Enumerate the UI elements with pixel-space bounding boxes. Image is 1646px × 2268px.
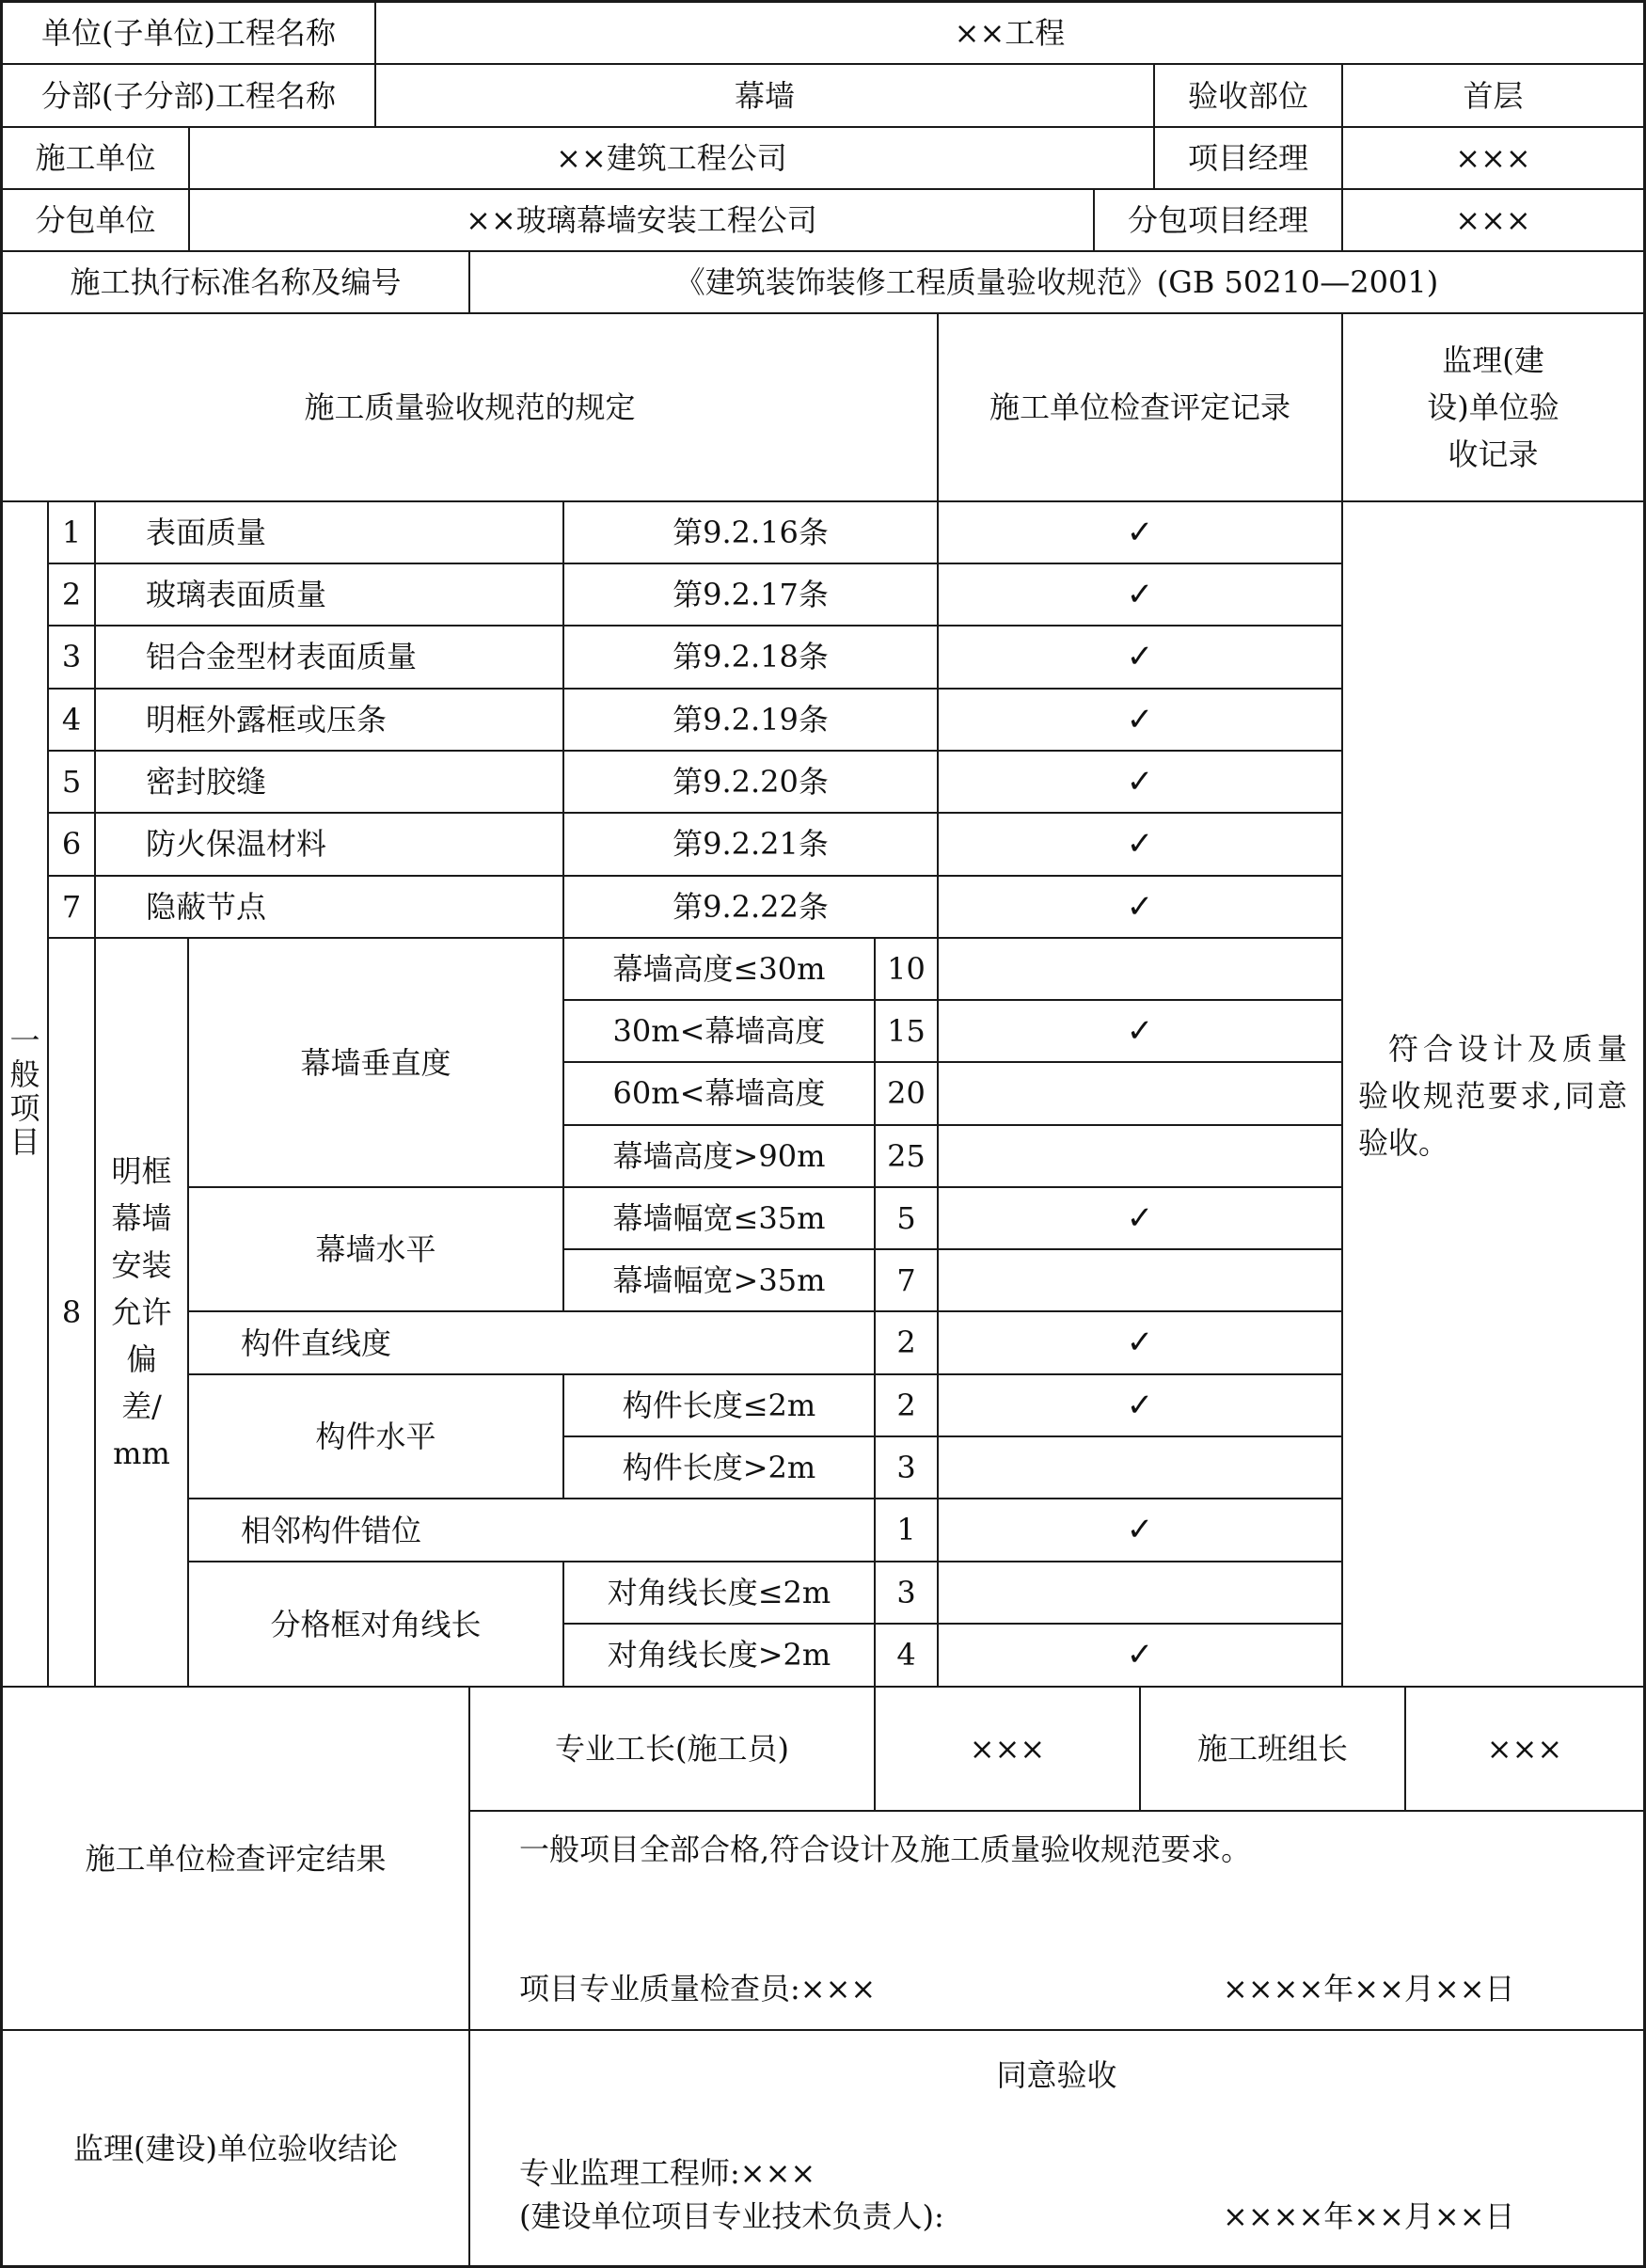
condition-cell: 幕墙高度>90m — [612, 1138, 826, 1174]
condition-cell: 60m<幕墙高度 — [612, 1075, 826, 1111]
item-number: 4 — [61, 702, 82, 737]
condition-cell: 30m<幕墙高度 — [612, 1013, 826, 1049]
group-member-level: 构件水平 — [315, 1419, 436, 1454]
group-adjacent-offset: 相邻构件错位 — [241, 1512, 422, 1548]
quality-inspector: 项目专业质量检查员:××× — [519, 1971, 877, 2006]
check-cell: ✓ — [1126, 1387, 1154, 1424]
supervisor-record-text: 监理(建设)单位验收记录 — [1427, 342, 1559, 472]
item-check: ✓ — [1126, 763, 1154, 801]
item-name: 密封胶缝 — [146, 764, 267, 800]
tolerance-cell: 10 — [887, 951, 926, 987]
item-clause: 第9.2.17条 — [673, 577, 829, 612]
supervisor-note-text: 符合设计及质量验收规范要求,同意验收。 — [1358, 1031, 1627, 1161]
check-cell — [939, 939, 1341, 999]
condition-cell: 幕墙高度≤30m — [612, 951, 826, 987]
check-cell — [939, 1437, 1341, 1498]
check-cell — [939, 1063, 1341, 1123]
conclusion-date: ××××年××月××日 — [1223, 2198, 1515, 2234]
conclusion-text: 同意验收 — [996, 2057, 1117, 2093]
item-8-number: 8 — [61, 1294, 82, 1330]
condition-cell: 幕墙幅宽≤35m — [612, 1200, 826, 1236]
tolerance-cell: 3 — [896, 1575, 916, 1610]
condition-cell: 对角线长度>2m — [607, 1637, 831, 1673]
condition-cell: 幕墙幅宽>35m — [612, 1262, 826, 1298]
tolerance-cell: 1 — [896, 1512, 916, 1547]
item-check: ✓ — [1126, 638, 1154, 675]
tolerance-cell: 5 — [896, 1200, 916, 1236]
check-cell: ✓ — [1126, 1636, 1154, 1673]
subproject-name-label: 分部(子分部)工程名称 — [41, 77, 336, 114]
project-name-value: ××工程 — [954, 15, 1066, 51]
item-8-label-text: 明框幕墙安装允许偏差/mm — [111, 1153, 172, 1471]
item-number: 1 — [61, 515, 82, 550]
standard-label: 施工执行标准名称及编号 — [70, 264, 402, 300]
item-check: ✓ — [1126, 576, 1154, 613]
check-cell: ✓ — [1126, 1012, 1154, 1050]
standard-value: 《建筑装饰装修工程质量验收规范》(GB 50210—2001) — [674, 264, 1439, 300]
item-name: 玻璃表面质量 — [146, 577, 327, 612]
item-number: 5 — [61, 764, 82, 800]
item-clause: 第9.2.21条 — [673, 826, 829, 862]
item-8-label — [96, 939, 187, 1686]
item-clause: 第9.2.16条 — [673, 515, 829, 550]
check-cell — [939, 1126, 1341, 1186]
item-clause: 第9.2.19条 — [673, 702, 829, 737]
item-number: 6 — [61, 826, 82, 862]
item-name: 明框外露框或压条 — [146, 702, 388, 737]
condition-cell: 构件长度>2m — [622, 1450, 816, 1485]
item-number: 3 — [61, 639, 82, 674]
item-name: 铝合金型材表面质量 — [146, 639, 418, 674]
item-name: 防火保温材料 — [146, 826, 327, 862]
team-leader-label: 施工班组长 — [1196, 1731, 1348, 1767]
inspection-location-label: 验收部位 — [1187, 77, 1308, 114]
contractor-record-column-header: 施工单位检查评定记录 — [989, 389, 1290, 425]
contractor-value: ××建筑工程公司 — [556, 140, 787, 176]
group-level: 幕墙水平 — [315, 1231, 436, 1267]
subcontractor-value: ××玻璃幕墙安装工程公司 — [466, 202, 817, 238]
result-label: 施工单位检查评定结果 — [85, 1840, 387, 1877]
item-check: ✓ — [1126, 888, 1154, 926]
tolerance-cell: 2 — [896, 1388, 916, 1423]
conclusion-label: 监理(建设)单位验收结论 — [73, 2130, 398, 2166]
foreman-label: 专业工长(施工员) — [555, 1731, 789, 1767]
check-cell — [939, 1562, 1341, 1623]
condition-cell: 对角线长度≤2m — [607, 1575, 831, 1610]
item-name: 隐蔽节点 — [146, 889, 267, 925]
group-diagonal: 分格框对角线长 — [270, 1606, 482, 1642]
subcontractor-label: 分包单位 — [35, 202, 156, 238]
item-clause: 第9.2.20条 — [673, 764, 829, 800]
sub-project-manager-value: ××× — [1455, 202, 1531, 238]
supervisor-note — [1343, 1025, 1643, 1176]
tolerance-cell: 7 — [896, 1262, 916, 1298]
item-check: ✓ — [1126, 514, 1154, 551]
tolerance-cell: 2 — [896, 1324, 916, 1360]
spec-column-header: 施工质量验收规范的规定 — [304, 389, 636, 425]
condition-cell: 构件长度≤2m — [622, 1388, 816, 1423]
tolerance-cell: 20 — [887, 1075, 926, 1111]
item-check: ✓ — [1126, 825, 1154, 863]
foreman-value: ××× — [969, 1731, 1046, 1767]
group-straightness: 构件直线度 — [241, 1324, 392, 1361]
inspection-location-value: 首层 — [1463, 77, 1524, 114]
supervising-engineer: 专业监理工程师:××× — [519, 2155, 816, 2191]
item-number: 7 — [61, 889, 82, 925]
item-name: 表面质量 — [146, 515, 267, 550]
project-name-label: 单位(子单位)工程名称 — [41, 15, 336, 51]
check-cell: ✓ — [1126, 1511, 1154, 1548]
result-date: ××××年××月××日 — [1223, 1971, 1515, 2006]
subproject-name-value: 幕墙 — [734, 77, 795, 114]
item-clause: 第9.2.22条 — [673, 889, 829, 925]
item-check: ✓ — [1126, 701, 1154, 738]
contractor-label: 施工单位 — [35, 140, 156, 176]
check-cell: ✓ — [1126, 1199, 1154, 1237]
result-text: 一般项目全部合格,符合设计及施工质量验收规范要求。 — [519, 1832, 1252, 1867]
team-leader-value: ××× — [1486, 1731, 1563, 1767]
tolerance-cell: 25 — [887, 1138, 926, 1174]
check-cell: ✓ — [1126, 1324, 1154, 1361]
check-cell — [939, 1250, 1341, 1310]
tolerance-cell: 15 — [887, 1013, 926, 1049]
project-manager-value: ××× — [1455, 140, 1531, 176]
sub-project-manager-label: 分包项目经理 — [1127, 202, 1308, 238]
group-verticality: 幕墙垂直度 — [300, 1044, 451, 1081]
tolerance-cell: 4 — [896, 1637, 916, 1673]
owner-representative: (建设单位项目专业技术负责人): — [519, 2198, 944, 2234]
divider — [468, 1810, 1644, 1812]
project-manager-label: 项目经理 — [1187, 140, 1308, 176]
general-items-text: 一般项目 — [9, 1023, 40, 1160]
supervisor-record-column-header — [1343, 314, 1643, 500]
general-items-label — [3, 1007, 47, 1176]
item-clause: 第9.2.18条 — [673, 639, 829, 674]
item-number: 2 — [61, 577, 82, 612]
tolerance-cell: 3 — [896, 1450, 916, 1485]
